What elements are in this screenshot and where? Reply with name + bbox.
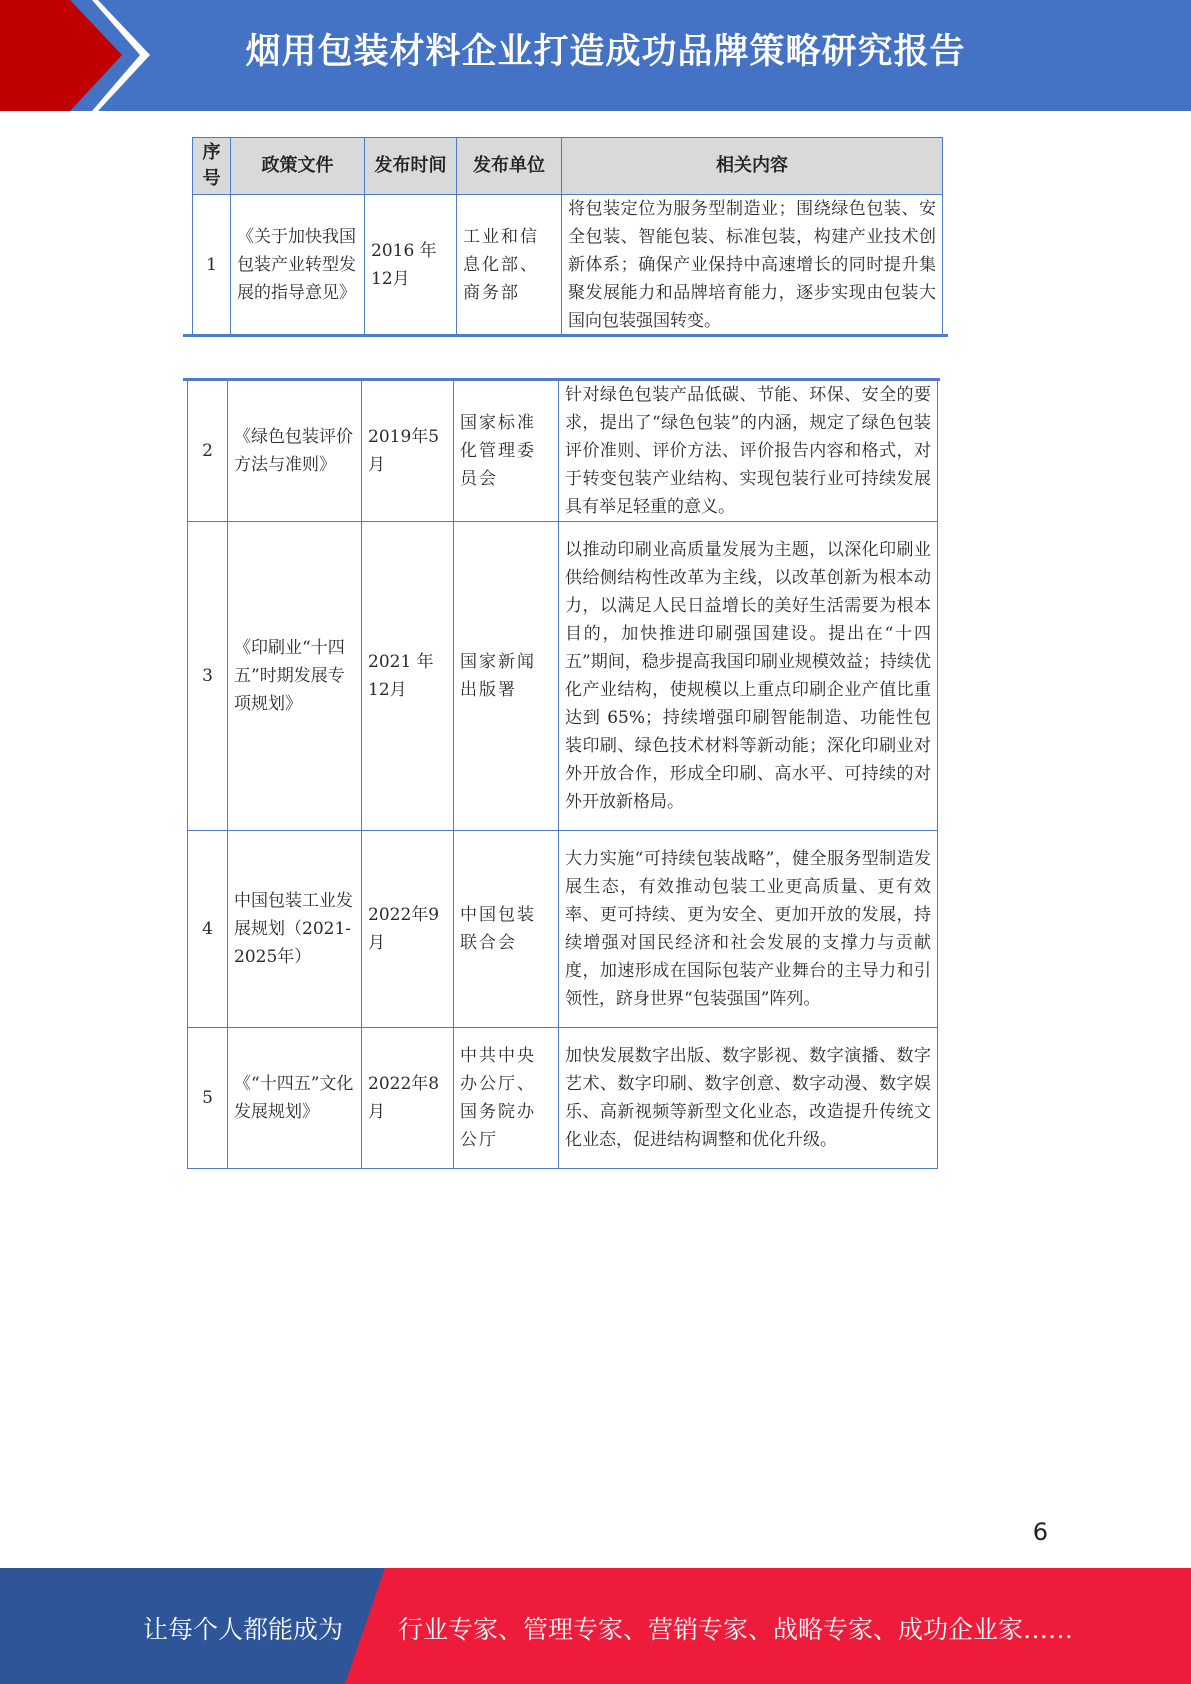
table-row (188, 381, 938, 522)
col-header-date: 发布时间 (365, 138, 457, 195)
table-row (188, 1028, 938, 1169)
publish-date: 2022年9月 (362, 831, 454, 1028)
publisher: 中共中央办公厅、国务院办公厅 (454, 1028, 559, 1169)
publish-date: 2021 年 12月 (362, 522, 454, 831)
footer-slogan-left: 让每个人都能成为 (143, 1615, 344, 1644)
footer-slogan-right: 行业专家、管理专家、营销专家、战略专家、成功企业家…… (398, 1615, 1074, 1644)
policy-document: 中国包装工业发展规划（2021-2025年） (228, 831, 362, 1028)
col-header-unit: 发布单位 (457, 138, 562, 195)
publish-date: 2019年5月 (362, 381, 454, 522)
related-content: 大力实施“可持续包装战略”，健全服务型制造发展生态，有效推动包装工业更高质量、更有效率、更可持续、更为安全、更加开放的发展，持续增强对国民经济和社会发展的支撑力与贡献度，加速形成在国际包装产业舞台的主导力和引领性，跻身世界“包装强国”阵列。 (559, 831, 938, 1028)
related-content: 将包装定位为服务型制造业；围绕绿色包装、安全包装、智能包装、标准包装，构建产业技术创新体系；确保产业保持中高速增长的同时提升集聚发展能力和品牌培育能力，逐步实现由包装大国向包装强国转变。 (562, 195, 943, 336)
table-row (193, 195, 943, 336)
policy-document: 《关于加快我国包装产业转型发展的指导意见》 (231, 195, 365, 336)
table-row (188, 831, 938, 1028)
policy-table-part2 (187, 380, 938, 1169)
publisher: 工业和信息化部、商务部 (457, 195, 562, 336)
row-number: 5 (188, 1028, 228, 1169)
table-row (188, 522, 938, 831)
policy-table-part1 (192, 137, 943, 336)
col-header-doc: 政策文件 (231, 138, 365, 195)
policy-document: 《印刷业“十四五”时期发展专项规划》 (228, 522, 362, 831)
col-header-no: 序号 (193, 138, 231, 195)
publisher: 国家新闻出版署 (454, 522, 559, 831)
table-bottom-rule (183, 334, 948, 337)
related-content: 以推动印刷业高质量发展为主题，以深化印刷业供给侧结构性改革为主线，以改革创新为根本动力，以满足人民日益增长的美好生活需要为根本目的，加快推进印刷强国建设。提出在“十四五”期间，稳步提高我国印刷业规模效益；持续优化产业结构，使规模以上重点印刷企业产值比重达到 65%；持续增强印刷智能制造、功能性包装印刷、绿色技术材料等新动能；深化印刷业对外开放合作，形成全印刷、高水平、可持续的对外开放新格局。 (559, 522, 938, 831)
publisher: 国家标准化管理委员会 (454, 381, 559, 522)
related-content: 针对绿色包装产品低碳、节能、环保、安全的要求，提出了“绿色包装”的内涵，规定了绿色包装评价准则、评价方法、评价报告内容和格式，对于转变包装产业结构、实现包装行业可持续发展具有举足轻重的意义。 (559, 381, 938, 522)
publish-date: 2016 年 12月 (365, 195, 457, 336)
page-header (0, 0, 1191, 111)
page-number: 6 (1032, 1518, 1048, 1546)
publish-date: 2022年8月 (362, 1028, 454, 1169)
report-title: 烟用包装材料企业打造成功品牌策略研究报告 (245, 32, 966, 72)
row-number: 4 (188, 831, 228, 1028)
row-number: 2 (188, 381, 228, 522)
policy-document: 《“十四五”文化发展规划》 (228, 1028, 362, 1169)
row-number: 1 (193, 195, 231, 336)
page-footer (0, 1568, 1191, 1684)
related-content: 加快发展数字出版、数字影视、数字演播、数字艺术、数字印刷、数字创意、数字动漫、数字娱乐、高新视频等新型文化业态，改造提升传统文化业态，促进结构调整和优化升级。 (559, 1028, 938, 1169)
col-header-content: 相关内容 (562, 138, 943, 195)
publisher: 中国包装联合会 (454, 831, 559, 1028)
row-number: 3 (188, 522, 228, 831)
policy-document: 《绿色包装评价方法与准则》 (228, 381, 362, 522)
